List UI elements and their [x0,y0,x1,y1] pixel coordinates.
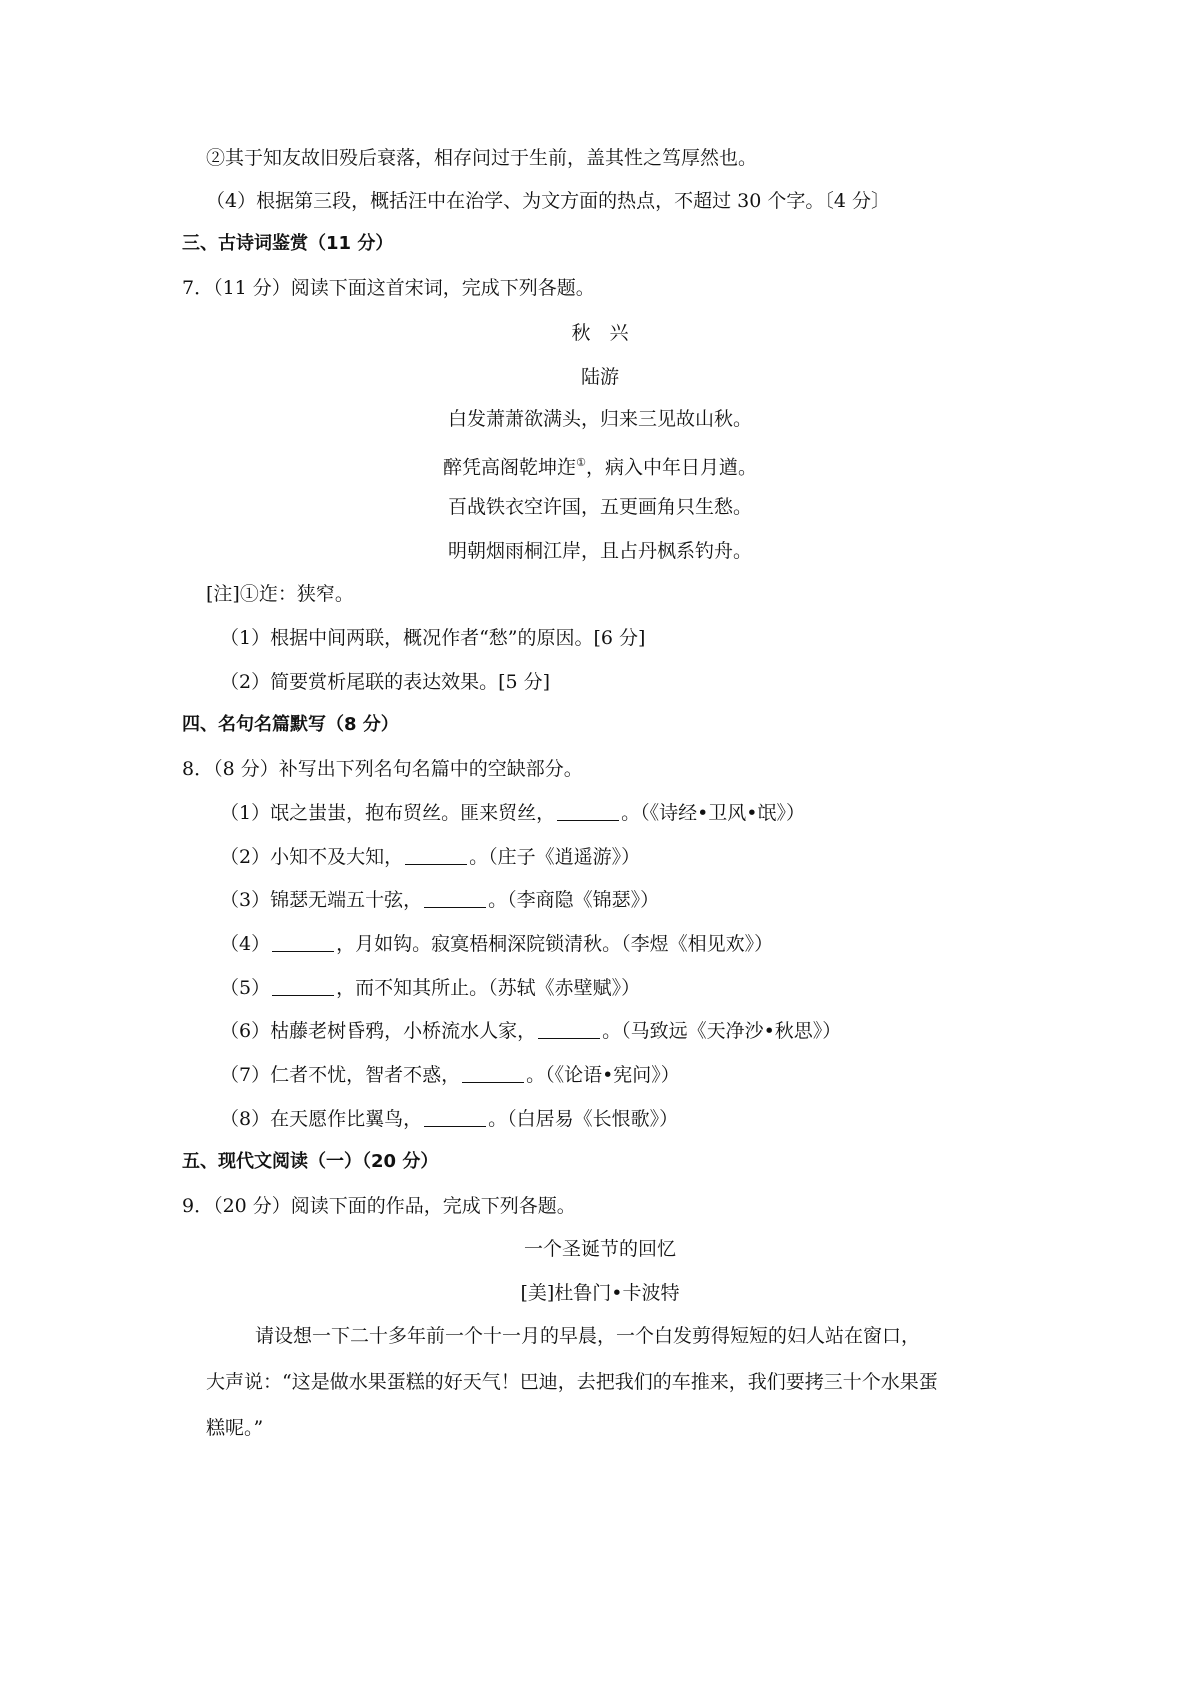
dictation-prompt: （2）小知不及大知， [220,846,404,868]
dictation-source: 。（白居易《长恨歌》） [488,1108,679,1130]
dictation-prompt: （6）枯藤老树昏鸦，小桥流水人家， [220,1020,537,1042]
question-7-intro: 7．（11 分）阅读下面这首宋词，完成下列各题。 [182,277,595,299]
story-paragraph-line-2: 大声说：“这是做水果蛋糕的好天气！巴迪，去把我们的车推来，我们要拷三十个水果蛋 [206,1371,938,1393]
question-9-intro: 9．（20 分）阅读下面的作品，完成下列各题。 [182,1195,576,1217]
dictation-prompt: （4） [220,933,271,955]
dictation-item [220,975,640,1001]
question-7-2: （2）简要赏析尾联的表达效果。[5 分] [220,671,551,693]
dictation-item [220,931,773,957]
story-paragraph-line-1: 请设想一下二十多年前一个十一月的早晨，一个白发剪得短短的妇人站在窗口， [255,1325,921,1347]
dictation-prompt: （8）在天愿作比翼鸟， [220,1108,423,1130]
answer-blank[interactable] [424,889,486,908]
dictation-item [220,1106,678,1132]
dictation-prompt: （1）氓之蚩蚩，抱布贸丝。匪来贸丝， [220,802,556,824]
poem-note: [注]①迮：狭窄。 [206,583,354,605]
question-7-1: （1）根据中间两联，概况作者“愁”的原因。[6 分] [220,627,646,649]
dictation-prompt: （3）锦瑟无端五十弦， [220,889,423,911]
question-6-4: （4）根据第三段，概括汪中在治学、为文方面的热点，不超过 30 个字。〔4 分〕 [206,190,890,212]
answer-blank[interactable] [424,1108,486,1127]
story-author: [美]杜鲁门•卡波特 [520,1282,680,1304]
poem-line-2-first: 醉凭高阁乾坤迮 [443,456,577,479]
answer-blank[interactable] [272,977,334,996]
dictation-source: 。（《诗经•卫风•氓》） [621,802,806,824]
dictation-item [220,1018,841,1044]
answer-blank[interactable] [557,802,619,821]
story-paragraph-line-3: 糕呢。” [206,1417,264,1439]
footnote-mark: ① [576,456,586,469]
poem-author: 陆游 [580,366,619,388]
dictation-prompt: （5） [220,977,271,999]
section-4-heading: 四、名句名篇默写（8 分） [182,714,399,735]
dictation-item [220,1062,680,1088]
poem-line-2-second: ，病入中年日月遒。 [585,456,757,479]
story-title: 一个圣诞节的回忆 [523,1238,676,1260]
answer-blank[interactable] [272,933,334,952]
dictation-source: ，月如钩。寂寞梧桐深院锁清秋。（李煜《相见欢》） [336,933,774,955]
poem-title: 秋 兴 [571,322,629,344]
poem-line-1: 白发萧萧欲满头，归来三见故山秋。 [447,408,752,430]
answer-blank[interactable] [405,846,467,865]
dictation-item [220,844,640,870]
section-3-heading: 三、古诗词鉴赏（11 分） [182,233,394,254]
passage-sentence-2: ②其于知友故旧殁后衰落，相存问过于生前，盖其性之笃厚然也。 [206,147,758,169]
dictation-item [220,800,805,826]
section-5-heading: 五、现代文阅读（一）（20 分） [182,1151,439,1172]
answer-blank[interactable] [538,1020,600,1039]
dictation-source: 。（李商隐《锦瑟》） [488,889,660,911]
poem-line-2 [0,450,1200,480]
question-8-intro: 8．（8 分）补写出下列名句名篇中的空缺部分。 [182,758,583,780]
poem-line-3: 百战铁衣空许国，五更画角只生愁。 [447,496,752,518]
dictation-source: ，而不知其所止。（苏轼《赤壁赋》） [336,977,641,999]
dictation-prompt: （7）仁者不忧，智者不惑， [220,1064,461,1086]
dictation-source: 。（庄子《逍遥游》） [469,846,641,868]
dictation-source: 。（《论语•宪问》） [526,1064,680,1086]
answer-blank[interactable] [462,1064,524,1083]
dictation-item [220,887,659,913]
dictation-source: 。（马致远《天净沙•秋思》） [602,1020,842,1042]
poem-line-4: 明朝烟雨桐江岸，且占丹枫系钓舟。 [447,540,752,562]
